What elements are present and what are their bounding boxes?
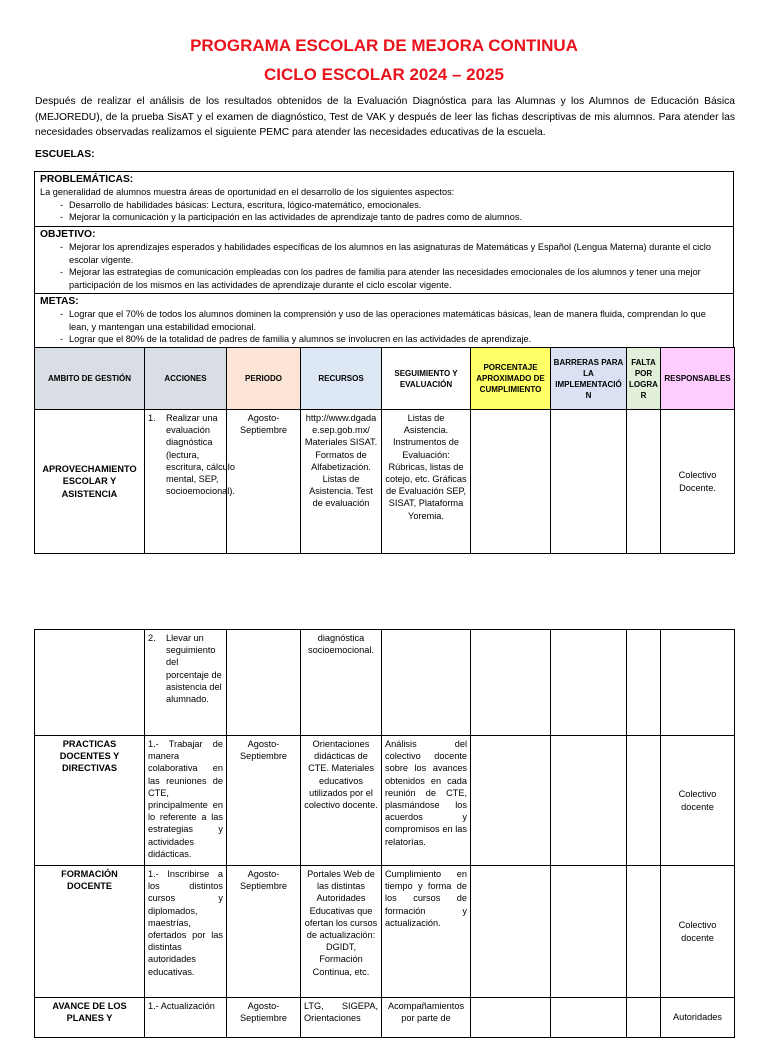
- barreras-cell: [551, 866, 627, 998]
- periodo-cell: Agosto-Septiembre: [227, 410, 301, 554]
- responsables-cell: Colectivo docente: [661, 736, 735, 866]
- document-title: PROGRAMA ESCOLAR DE MEJORA CONTINUA: [190, 36, 578, 55]
- acciones-cell: [145, 630, 227, 736]
- recursos-cell: Orientaciones didácticas de CTE. Materiales educativos utilizados por el colectivo docente.: [301, 736, 382, 866]
- ambito-cell: PRACTICAS DOCENTES Y DIRECTIVAS: [35, 736, 145, 866]
- seguimiento-cell: Cumplimiento en tiempo y forma de los cursos de formación y actualización.: [382, 866, 471, 998]
- barreras-cell: [551, 630, 627, 736]
- periodo-cell: Agosto-Septiembre: [227, 998, 301, 1038]
- acciones-cell: 1.- Trabajar de manera colaborativa en las reuniones de CTE, principalmente en lo referente a las estrategias y actividades didácticas.: [145, 736, 227, 866]
- periodo-cell: Agosto-Septiembre: [227, 866, 301, 998]
- recursos-cell: LTG, SIGEPA, Orientaciones: [301, 998, 382, 1038]
- problematicas-text: La generalidad de alumnos muestra áreas de oportunidad en el desarrollo de los siguientes aspectos:: [40, 187, 455, 197]
- barreras-cell: [551, 736, 627, 866]
- pemc-table: [34, 347, 735, 554]
- header-recursos: RECURSOS: [301, 348, 382, 410]
- falta-cell: [627, 736, 661, 866]
- intro-paragraph: Después de realizar el análisis de los resultados obtenidos de la Evaluación Diagnóstica para las Alumnas y los Alumnos de Educación Básica (MEJOREDU), de la prueba SisAT y el examen de diagnóstico, Test de VAK y después de leer las fichas descriptivas de mis alumnos. Para atender las necesidades observadas realizamos el siguiente PEMC para atender las necesidades educativas de la escuela.: [35, 96, 735, 138]
- recursos-cell: Portales Web de las distintas Autoridades Educativas que ofertan los cursos de actualización: DGIDT, Formación Continua, etc.: [301, 866, 382, 998]
- porcentaje-cell: [471, 410, 551, 554]
- header-acciones: ACCIONES: [145, 348, 227, 410]
- header-seguimiento: SEGUIMIENTO Y EVALUACIÓN: [382, 348, 471, 410]
- metas-item: - Lograr que el 80% de la totalidad de padres de familia y alumnos se involucren en las actividades de aprendizaje.: [40, 333, 728, 346]
- recursos-cell: diagnóstica socioemocional.: [301, 630, 382, 736]
- periodo-cell: [227, 630, 301, 736]
- ambito-cell: AVANCE DE LOS PLANES Y: [35, 998, 145, 1038]
- objetivo-box: [34, 226, 734, 294]
- porcentaje-cell: [471, 736, 551, 866]
- header-porcentaje: PORCENTAJE APROXIMADO DE CUMPLIMIENTO: [471, 348, 551, 410]
- seguimiento-cell: Listas de Asistencia. Instrumentos de Evaluación: Rúbricas, listas de cotejo, etc. Gráficas de Evaluación SEP, SISAT, Plataforma Yoremia.: [382, 410, 471, 554]
- periodo-cell: Agosto-Septiembre: [227, 736, 301, 866]
- falta-cell: [627, 630, 661, 736]
- table-row: [35, 998, 735, 1038]
- responsables-cell: [661, 630, 735, 736]
- problematicas-box: [34, 171, 734, 227]
- accion-number: 2.: [148, 633, 156, 643]
- metas-item: - Lograr que el 70% de todos los alumnos dominen la comprensión y uso de las operaciones matemáticas básicas, lean de manera fluida, comprendan lo que lean, y mantengan una estabilidad emocional.: [40, 308, 728, 333]
- problematicas-item: - Desarrollo de habilidades básicas: Lectura, escritura, lógico-matemático, emocionales.: [40, 199, 728, 212]
- table-row: [35, 866, 735, 998]
- barreras-cell: [551, 410, 627, 554]
- header-barreras: BARRERAS PARA LA IMPLEMENTACIÓN: [551, 348, 627, 410]
- porcentaje-cell: [471, 998, 551, 1038]
- metas-heading: METAS:: [40, 296, 79, 307]
- recursos-cell: http://www.dgadae.sep.gob.mx/ Materiales SISAT. Formatos de Alfabetización. Listas de Asistencia. Test de evaluación: [301, 410, 382, 554]
- problematicas-heading: PROBLEMÁTICAS:: [40, 174, 134, 185]
- table-row: [35, 736, 735, 866]
- responsables-cell: Colectivo Docente.: [661, 410, 735, 554]
- responsables-cell: Autoridades: [661, 998, 735, 1038]
- objetivo-heading: OBJETIVO:: [40, 229, 96, 240]
- seguimiento-cell: [382, 630, 471, 736]
- objetivo-item: - Mejorar las estrategias de comunicación empleadas con los padres de familia para atender las necesidades emocionales de los alumnos y tener una mejor participación de los mismos en las actividades de aprendizaje durante el ciclo escolar vigente.: [40, 266, 728, 291]
- accion-number: 1.: [148, 413, 156, 423]
- acciones-cell: 1.- Inscribirse a los distintos cursos y diplomados, maestrías, ofertados por las distintas autoridades educativas.: [145, 866, 227, 998]
- acciones-cell: [145, 410, 235, 554]
- accion-text: Realizar una evaluación diagnóstica (lectura, escritura, cálculo mental, SEP, socioemocional).: [166, 413, 235, 497]
- table-row: [35, 630, 735, 736]
- table-row: [35, 410, 735, 554]
- falta-cell: [627, 998, 661, 1038]
- header-ambito: AMBITO DE GESTIÓN: [35, 348, 145, 410]
- responsables-cell: Colectivo docente: [661, 866, 735, 998]
- objetivo-item: - Mejorar los aprendizajes esperados y habilidades específicas de los alumnos en las asignaturas de Matemáticas y Español (Lengua Materna) durante el ciclo escolar vigente.: [40, 241, 728, 266]
- escuelas-label: ESCUELAS:: [35, 149, 95, 160]
- header-falta: FALTA POR LOGRAR: [627, 348, 661, 410]
- pemc-table-continued: [34, 629, 735, 1038]
- barreras-cell: [551, 998, 627, 1038]
- seguimiento-cell: Acompañamientos por parte de: [382, 998, 471, 1038]
- ambito-cell: FORMACIÓN DOCENTE: [35, 866, 145, 998]
- falta-cell: [627, 410, 661, 554]
- header-responsables: RESPONSABLES: [661, 348, 735, 410]
- ambito-cell: APROVECHAMIENTO ESCOLAR Y ASISTENCIA: [35, 410, 145, 554]
- seguimiento-cell: Análisis del colectivo docente sobre los avances obtenidos en cada reunión de CTE, plasmándose los acuerdos y compromisos en las relatorías.: [382, 736, 471, 866]
- problematicas-item: - Mejorar la comunicación y la participación en las actividades de aprendizaje tanto de padres como de alumnos.: [40, 211, 728, 224]
- falta-cell: [627, 866, 661, 998]
- acciones-cell: 1.- Actualización: [145, 998, 227, 1038]
- document-subtitle: CICLO ESCOLAR 2024 – 2025: [264, 65, 504, 84]
- accion-text: Llevar un seguimiento del porcentaje de asistencia del alumnado.: [166, 633, 222, 705]
- porcentaje-cell: [471, 866, 551, 998]
- metas-box: [34, 293, 734, 348]
- porcentaje-cell: [471, 630, 551, 736]
- header-periodo: PERIODO: [227, 348, 301, 410]
- ambito-cell: [35, 630, 145, 736]
